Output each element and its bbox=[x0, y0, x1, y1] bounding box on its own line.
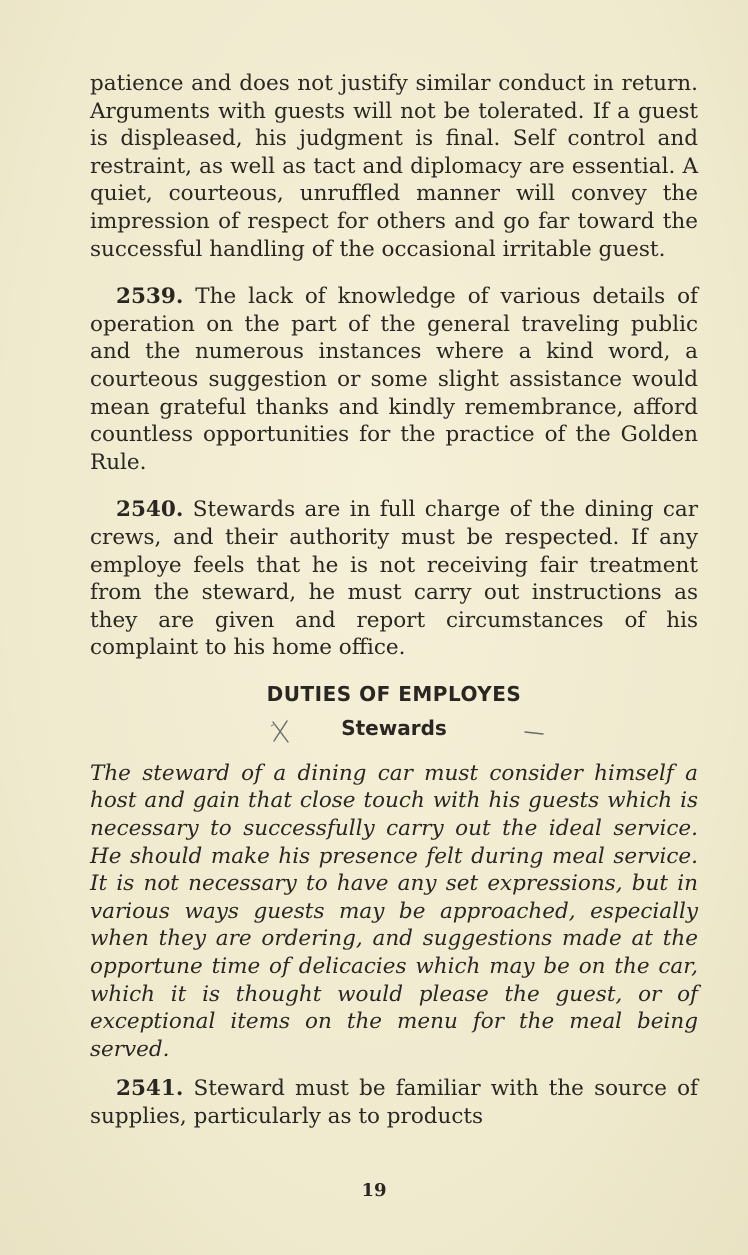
paragraph-text: patience and does not justify similar conduct in return. Arguments with guests will not be tolerated. If a guest is displeased, his judgment is final. Self control and restraint, as well as tact and diplomacy are essential. A quiet, courteous, unruffled manner will convey the impression of respect for others and go far toward the successful handling of the occasional irritable guest. bbox=[90, 71, 698, 262]
paragraph-number: 2539. bbox=[116, 284, 184, 310]
section-heading: DUTIES OF EMPLOYES bbox=[266, 681, 522, 706]
paragraph-2541 bbox=[90, 1075, 698, 1130]
paragraph-continued bbox=[90, 70, 698, 263]
subheading-row bbox=[90, 716, 698, 750]
paragraph-text: The lack of knowledge of various details of operation on the part of the general traveling public and the numerous instances where a kind word, a courteous suggestion or some slight assistance would mean grateful thanks and kindly remembrance, afford countless opportunities for the practice of the Golden Rule. bbox=[90, 284, 698, 475]
paragraph-2540 bbox=[90, 496, 698, 662]
paragraph-text: Stewards are in full charge of the dining car crews, and their authority must be respected. If any employe feels that he is not receiving fair treatment from the steward, he must carry out instructions as they are given and report circumstances of his complaint to his home office. bbox=[90, 497, 698, 661]
pencil-dash-mark-icon bbox=[523, 728, 545, 738]
paragraph-number: 2541. bbox=[116, 1076, 184, 1102]
section-subheading: Stewards bbox=[341, 715, 447, 740]
page-number: 19 bbox=[361, 1180, 387, 1201]
pencil-x-mark-icon bbox=[268, 716, 294, 746]
stewards-italic-paragraph bbox=[90, 760, 698, 1064]
paragraph-text: The steward of a dining car must consider himself a host and gain that close touch with his guests which is necessary to successfully carry out the ideal service. He should make his presence felt during meal service. It is not necessary to have any set expressions, but in various ways guests may be approached, especially when they are ordering, and suggestions made at the opportune time of delicacies which may be on the car, which it is thought would please the guest, or of exceptional items on the menu for the meal being served. bbox=[90, 760, 698, 1062]
paragraph-2539 bbox=[90, 283, 698, 476]
paragraph-number: 2540. bbox=[116, 497, 184, 523]
paragraph-text: Steward must be familiar with the source of supplies, particularly as to products bbox=[90, 1076, 698, 1129]
